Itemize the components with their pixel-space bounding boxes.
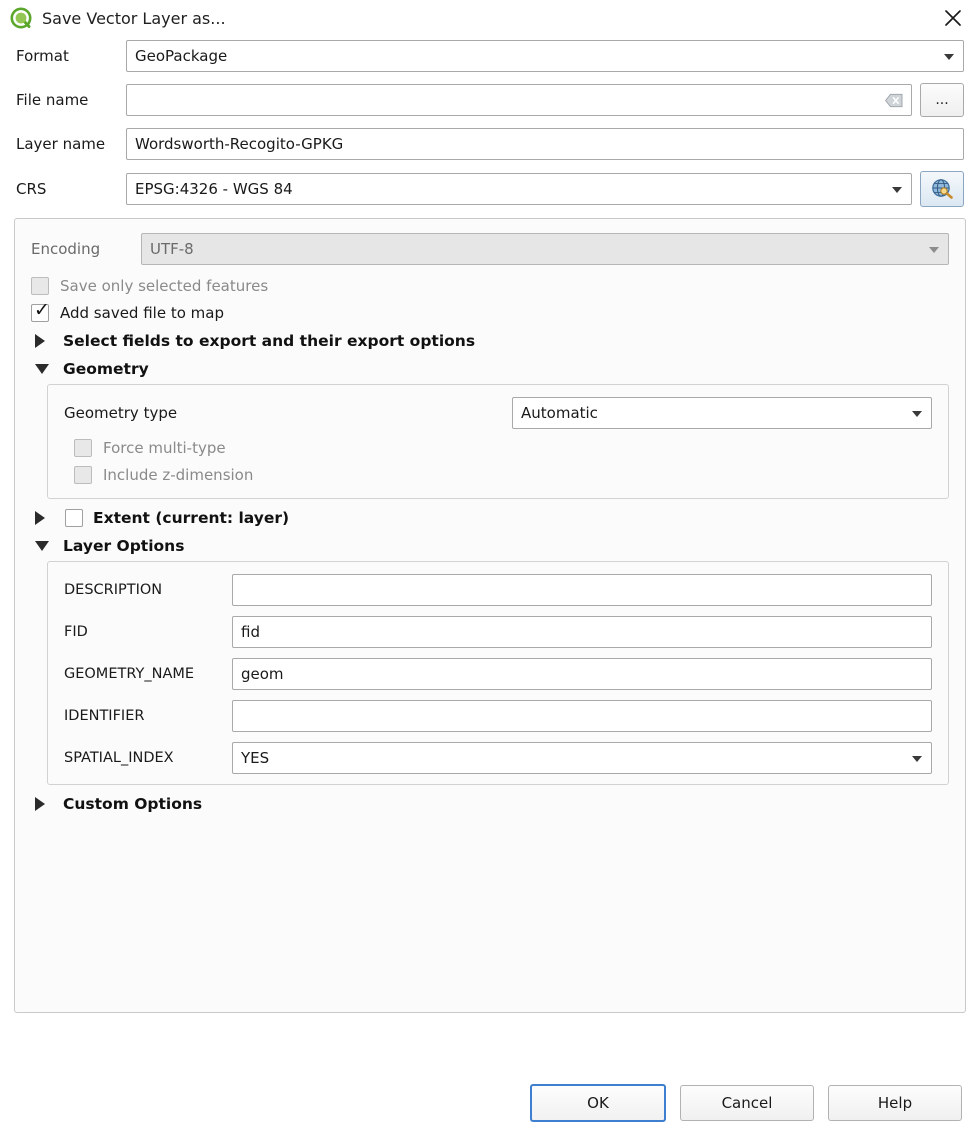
encoding-combobox xyxy=(141,233,949,265)
geometry-type-row xyxy=(64,397,932,429)
layer-option-row xyxy=(64,658,932,690)
layer-name-value: Wordsworth-Recogito-GPKG xyxy=(135,135,344,153)
geometry-name-label: GEOMETRY_NAME xyxy=(64,666,195,682)
chevron-down-icon[interactable] xyxy=(35,541,57,551)
crs-value: EPSG:4326 - WGS 84 xyxy=(135,180,293,198)
add-saved-file-to-map-label: Add saved file to map xyxy=(60,304,224,322)
chevron-down-icon xyxy=(912,411,922,417)
file-name-input[interactable] xyxy=(126,84,912,116)
spatial-index-value: YES xyxy=(241,749,270,767)
geometry-type-value: Automatic xyxy=(521,404,598,422)
layer-options-label: Layer Options xyxy=(63,537,185,555)
geometry-type-label: Geometry type xyxy=(64,404,178,422)
top-form xyxy=(0,36,980,207)
geometry-subpanel xyxy=(47,384,949,499)
extent-checkbox[interactable] xyxy=(65,509,83,527)
chevron-right-icon[interactable] xyxy=(35,511,57,525)
select-crs-button[interactable] xyxy=(920,171,964,207)
chevron-right-icon[interactable] xyxy=(35,797,57,811)
save-only-selected-checkbox xyxy=(31,277,49,295)
force-multi-type-checkbox xyxy=(74,439,92,457)
save-only-selected-row xyxy=(31,277,949,295)
spatial-index-combobox[interactable] xyxy=(232,742,932,774)
cancel-button[interactable]: Cancel xyxy=(680,1085,814,1121)
layer-name-label: Layer name xyxy=(16,135,106,153)
geometry-name-input[interactable] xyxy=(232,658,932,690)
add-saved-file-to-map-row[interactable] xyxy=(31,299,949,322)
file-name-row xyxy=(16,83,964,117)
crs-label: CRS xyxy=(16,180,47,198)
custom-options-section[interactable] xyxy=(31,795,949,813)
layer-name-row xyxy=(16,128,964,160)
layer-option-row xyxy=(64,616,932,648)
qgis-logo-icon xyxy=(10,7,32,29)
layer-name-input[interactable] xyxy=(126,128,964,160)
spatial-index-label: SPATIAL_INDEX xyxy=(64,750,174,766)
fid-value: fid xyxy=(241,623,260,641)
ok-button[interactable]: OK xyxy=(530,1084,666,1122)
custom-options-label: Custom Options xyxy=(63,795,203,813)
encoding-row xyxy=(31,233,949,265)
geometry-section[interactable] xyxy=(31,360,949,378)
description-input[interactable] xyxy=(232,574,932,606)
chevron-down-icon xyxy=(892,187,902,193)
options-panel xyxy=(14,218,966,1013)
force-multi-type-row xyxy=(74,439,932,457)
window-title: Save Vector Layer as... xyxy=(42,8,226,28)
layer-option-row xyxy=(64,574,932,606)
save-only-selected-label: Save only selected features xyxy=(60,277,269,295)
include-z-dimension-row xyxy=(74,466,932,484)
format-row xyxy=(16,40,964,72)
layer-options-subpanel xyxy=(47,561,949,785)
extent-section[interactable] xyxy=(31,509,949,527)
chevron-down-icon xyxy=(944,54,954,60)
format-label: Format xyxy=(16,47,69,65)
check-icon: ✓ xyxy=(34,299,50,321)
include-z-dimension-label: Include z-dimension xyxy=(103,466,254,484)
fid-label: FID xyxy=(64,624,88,640)
close-icon[interactable] xyxy=(940,5,966,31)
encoding-label: Encoding xyxy=(31,240,101,258)
geometry-type-combobox[interactable] xyxy=(512,397,932,429)
extent-label: Extent (current: layer) xyxy=(93,509,290,527)
encoding-value: UTF-8 xyxy=(150,240,194,258)
geometry-name-value: geom xyxy=(241,665,284,683)
select-fields-label: Select fields to export and their export options xyxy=(63,332,476,350)
description-label: DESCRIPTION xyxy=(64,582,163,598)
dialog-footer xyxy=(0,1068,980,1138)
crs-combobox[interactable] xyxy=(126,173,912,205)
add-saved-file-to-map-checkbox[interactable] xyxy=(31,299,50,322)
chevron-down-icon xyxy=(929,247,939,253)
file-name-label: File name xyxy=(16,91,89,109)
select-fields-section[interactable] xyxy=(31,332,949,350)
identifier-label: IDENTIFIER xyxy=(64,708,145,724)
geometry-label: Geometry xyxy=(63,360,149,378)
chevron-down-icon[interactable] xyxy=(35,364,57,374)
chevron-down-icon xyxy=(912,756,922,762)
format-combobox[interactable] xyxy=(126,40,964,72)
clear-icon[interactable] xyxy=(885,93,903,108)
include-z-dimension-checkbox xyxy=(74,466,92,484)
layer-option-row xyxy=(64,742,932,774)
help-button[interactable]: Help xyxy=(828,1085,962,1121)
chevron-right-icon[interactable] xyxy=(35,334,57,348)
crs-row xyxy=(16,171,964,207)
layer-options-section[interactable] xyxy=(31,537,949,555)
fid-input[interactable] xyxy=(232,616,932,648)
force-multi-type-label: Force multi-type xyxy=(103,439,226,457)
identifier-input[interactable] xyxy=(232,700,932,732)
format-value: GeoPackage xyxy=(135,47,228,65)
layer-option-row xyxy=(64,700,932,732)
browse-button[interactable]: ... xyxy=(920,83,964,117)
title-bar xyxy=(0,0,980,36)
